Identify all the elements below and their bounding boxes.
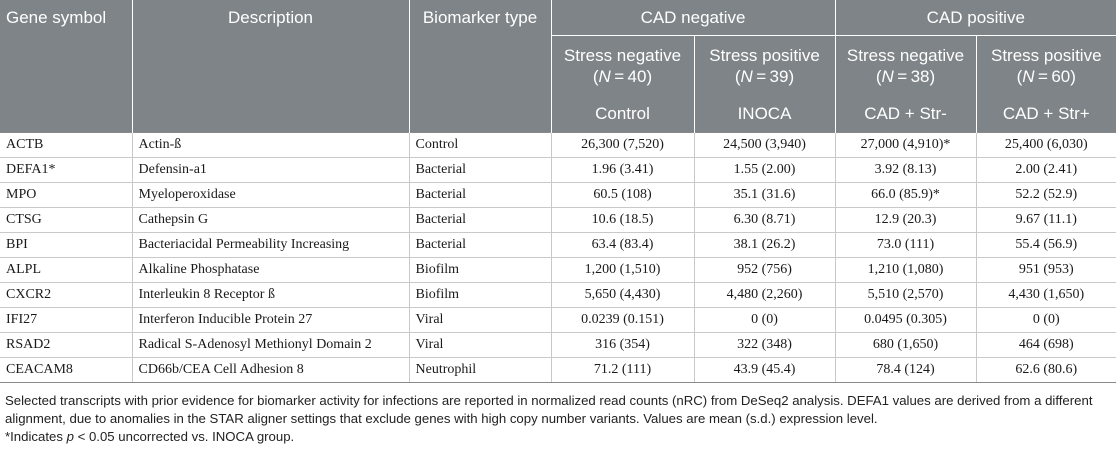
value-cell: 2.00 (2.41) — [976, 158, 1116, 183]
value-cell: 43.9 (45.4) — [694, 358, 835, 383]
header-subgroup: Stress negative (N = 40) — [551, 36, 694, 96]
value-cell: 24,500 (3,940) — [694, 133, 835, 158]
subgroup-title: Stress positive — [709, 45, 820, 65]
value-cell: 316 (354) — [551, 333, 694, 358]
value-cell: 1,210 (1,080) — [835, 258, 976, 283]
biomarker-type-cell: Bacterial — [409, 233, 551, 258]
biomarker-type-cell: Bacterial — [409, 208, 551, 233]
value-cell: 9.67 (11.1) — [976, 208, 1116, 233]
value-cell: 5,650 (4,430) — [551, 283, 694, 308]
table-row — [0, 258, 1116, 283]
value-cell: 680 (1,650) — [835, 333, 976, 358]
value-cell: 5,510 (2,570) — [835, 283, 976, 308]
value-cell: 3.92 (8.13) — [835, 158, 976, 183]
value-cell: 1,200 (1,510) — [551, 258, 694, 283]
description-cell: Cathepsin G — [132, 208, 409, 233]
value-cell: 1.96 (3.41) — [551, 158, 694, 183]
subgroup-title: Stress negative — [563, 45, 682, 65]
table-row — [0, 283, 1116, 308]
value-cell: 78.4 (124) — [835, 358, 976, 383]
table-row — [0, 358, 1116, 383]
table-row — [0, 333, 1116, 358]
value-cell: 71.2 (111) — [551, 358, 694, 383]
value-cell: 12.9 (20.3) — [835, 208, 976, 233]
table-body — [0, 133, 1116, 383]
description-cell: Bacteriacidal Permeability Increasing — [132, 233, 409, 258]
value-cell: 1.55 (2.00) — [694, 158, 835, 183]
value-cell: 322 (348) — [694, 333, 835, 358]
subgroup-n: 60 — [1051, 66, 1071, 86]
table-row — [0, 233, 1116, 258]
value-cell: 0.0239 (0.151) — [551, 308, 694, 333]
value-cell: 73.0 (111) — [835, 233, 976, 258]
subgroup-title: Stress positive — [991, 45, 1102, 65]
table-row — [0, 183, 1116, 208]
value-cell: 52.2 (52.9) — [976, 183, 1116, 208]
gene-cell: IFI27 — [0, 308, 132, 333]
subgroup-n: 39 — [769, 66, 789, 86]
biomarker-type-cell: Control — [409, 133, 551, 158]
gene-cell: DEFA1* — [0, 158, 132, 183]
value-cell: 55.4 (56.9) — [976, 233, 1116, 258]
description-cell: Defensin-a1 — [132, 158, 409, 183]
description-cell: Alkaline Phosphatase — [132, 258, 409, 283]
header-cad-positive: CAD positive — [835, 0, 1116, 36]
gene-cell: CXCR2 — [0, 283, 132, 308]
table-footnotes — [5, 392, 1111, 447]
value-cell: 26,300 (7,520) — [551, 133, 694, 158]
footnote-significance: *Indicates p < 0.05 uncorrected vs. INOCA group. — [5, 429, 295, 445]
description-cell: Actin-ß — [132, 133, 409, 158]
header-description: Description — [132, 0, 409, 133]
header-subgroup: Stress positive (N = 39) — [694, 36, 835, 96]
gene-cell: ACTB — [0, 133, 132, 158]
header-group-label: Control — [551, 95, 694, 133]
value-cell: 0.0495 (0.305) — [835, 308, 976, 333]
table-row — [0, 133, 1116, 158]
gene-cell: ALPL — [0, 258, 132, 283]
value-cell: 4,430 (1,650) — [976, 283, 1116, 308]
gene-cell: BPI — [0, 233, 132, 258]
value-cell: 35.1 (31.6) — [694, 183, 835, 208]
value-cell: 60.5 (108) — [551, 183, 694, 208]
subgroup-title: Stress negative — [846, 45, 965, 65]
value-cell: 25,400 (6,030) — [976, 133, 1116, 158]
value-cell: 38.1 (26.2) — [694, 233, 835, 258]
description-cell: CD66b/CEA Cell Adhesion 8 — [132, 358, 409, 383]
description-cell: Myeloperoxidase — [132, 183, 409, 208]
value-cell: 0 (0) — [976, 308, 1116, 333]
table-row — [0, 208, 1116, 233]
subgroup-n: 38 — [910, 66, 930, 86]
biomarker-type-cell: Viral — [409, 308, 551, 333]
biomarker-type-cell: Bacterial — [409, 158, 551, 183]
description-cell: Radical S-Adenosyl Methionyl Domain 2 — [132, 333, 409, 358]
value-cell: 0 (0) — [694, 308, 835, 333]
header-subgroup: Stress negative (N = 38) — [835, 36, 976, 96]
biomarker-type-cell: Viral — [409, 333, 551, 358]
header-cad-negative: CAD negative — [551, 0, 835, 36]
value-cell: 10.6 (18.5) — [551, 208, 694, 233]
table-header — [0, 0, 1116, 133]
gene-cell: CTSG — [0, 208, 132, 233]
gene-cell: MPO — [0, 183, 132, 208]
biomarker-type-cell: Biofilm — [409, 258, 551, 283]
value-cell: 62.6 (80.6) — [976, 358, 1116, 383]
header-subgroup: Stress positive (N = 60) — [976, 36, 1116, 96]
gene-cell: CEACAM8 — [0, 358, 132, 383]
biomarker-type-cell: Biofilm — [409, 283, 551, 308]
table-row — [0, 308, 1116, 333]
footnote-text: Selected transcripts with prior evidence for biomarker activity for infections are reported in normalized read counts (nRC) from DeSeq2 analysis. DEFA1 values are derived from a different alignment, due to anomalies in the STAR aligner settings that exclude genes with high copy number variants. Values are mean (s.d.) expression level. — [5, 393, 1093, 427]
value-cell: 464 (698) — [976, 333, 1116, 358]
biomarker-type-cell: Bacterial — [409, 183, 551, 208]
value-cell: 4,480 (2,260) — [694, 283, 835, 308]
gene-cell: RSAD2 — [0, 333, 132, 358]
value-cell: 63.4 (83.4) — [551, 233, 694, 258]
value-cell: 6.30 (8.71) — [694, 208, 835, 233]
subgroup-n: 40 — [627, 66, 647, 86]
value-cell: 66.0 (85.9)* — [835, 183, 976, 208]
value-cell: 27,000 (4,910)* — [835, 133, 976, 158]
description-cell: Interleukin 8 Receptor ß — [132, 283, 409, 308]
header-group-label: CAD + Str+ — [976, 95, 1116, 133]
header-group-label: CAD + Str- — [835, 95, 976, 133]
header-group-label: INOCA — [694, 95, 835, 133]
table-row — [0, 158, 1116, 183]
description-cell: Interferon Inducible Protein 27 — [132, 308, 409, 333]
value-cell: 951 (953) — [976, 258, 1116, 283]
biomarker-type-cell: Neutrophil — [409, 358, 551, 383]
header-gene-symbol: Gene symbol — [0, 0, 132, 133]
header-biomarker-type: Biomarker type — [409, 0, 551, 133]
value-cell: 952 (756) — [694, 258, 835, 283]
